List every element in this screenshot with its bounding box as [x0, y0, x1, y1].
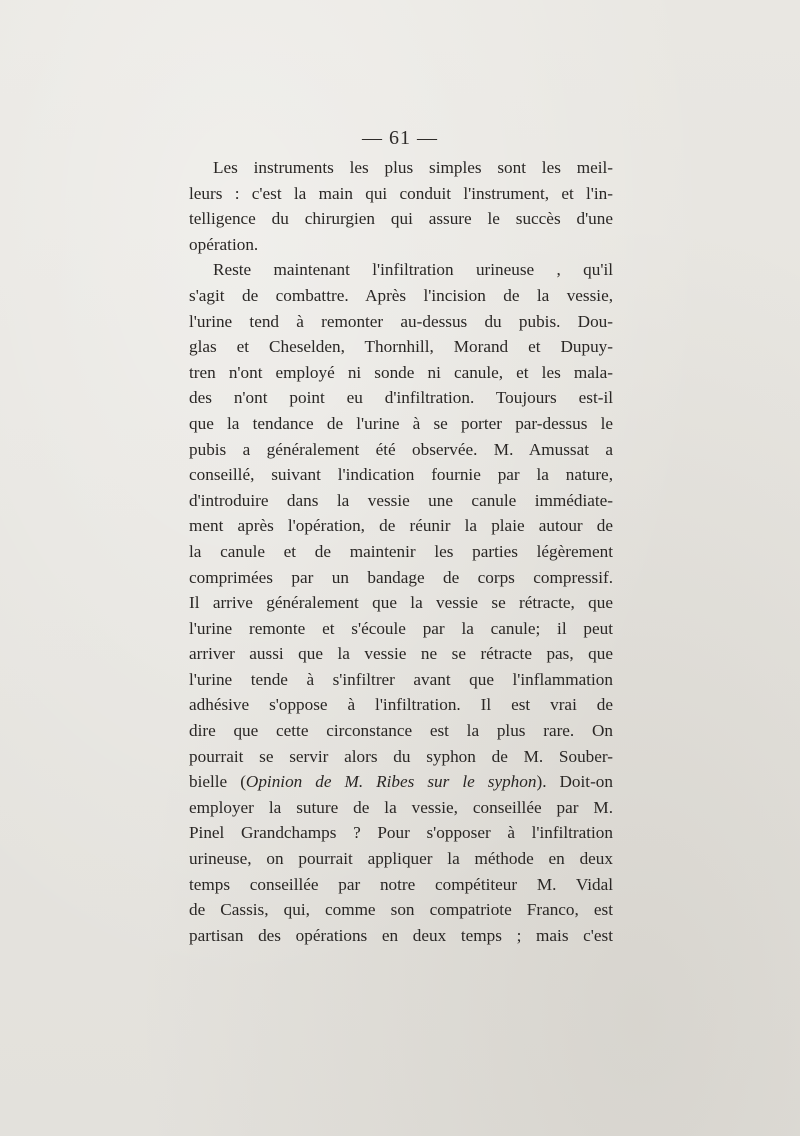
text-line: Les instruments les plus simples sont les meil- [213, 158, 613, 177]
text-line: dire que cette circonstance est la plus rare. On [189, 721, 613, 741]
italic-citation: Opinion de M. Ribes sur le syphon [245, 772, 537, 792]
text-line: la canule et de maintenir les parties légèrement [189, 541, 613, 561]
text-line: s'agit de combattre. Après l'incision de la vessie, [189, 285, 613, 305]
text-line: pubis a généralement été observée. M. Amussat a [189, 439, 613, 459]
text-line: de Cassis, qui, comme son compatriote Franco, est [189, 900, 613, 920]
text-line: des n'ont point eu d'infiltration. Toujours est-il [189, 388, 613, 408]
text-line: Il arrive généralement que la vessie se rétracte, que [189, 593, 613, 613]
text-line: pourrait se servir alors du syphon de M. Souber- [189, 746, 613, 766]
text-line: conseillé, suivant l'indication fournie par la nature, [189, 465, 613, 485]
text-line: opération. [189, 234, 259, 254]
text-line: partisan des opérations en deux temps ; mais c'est [189, 925, 613, 945]
text-line: comprimées par un bandage de corps compressif. [189, 567, 613, 587]
text-line: l'urine tende à s'infiltrer avant que l'inflammation [189, 669, 613, 689]
page-number: — 61 — [362, 127, 438, 149]
text-line: arriver aussi que la vessie ne se rétracte pas, que [189, 644, 613, 664]
text-line [189, 769, 613, 795]
text-line: adhésive s'oppose à l'infiltration. Il est vrai de [189, 695, 613, 715]
text-line: que la tendance de l'urine à se porter par-dessus le [189, 413, 613, 433]
text-line: l'urine remonte et s'écoule par la canule; il peut [189, 618, 613, 638]
text-line: temps conseillée par notre compétiteur M. Vidal [189, 874, 613, 894]
text-line: employer la suture de la vessie, conseillée par M. [189, 797, 613, 817]
text-line: d'introduire dans la vessie une canule immédiate- [189, 490, 613, 510]
text-line: telligence du chirurgien qui assure le succès d'une [189, 209, 613, 229]
text-line: tren n'ont employé ni sonde ni canule, et les mala- [189, 362, 613, 382]
text-line: l'urine tend à remonter au-dessus du pubis. Dou- [189, 311, 613, 331]
text-line: urineuse, on pourrait appliquer la méthode en deux [189, 849, 613, 869]
text-line: leurs : c'est la main qui conduit l'instrument, et l'in- [189, 183, 613, 203]
text-line: Pinel Grandchamps ? Pour s'opposer à l'infiltration [189, 823, 613, 843]
text-segment: ). Doit-on [536, 772, 613, 792]
body-text [189, 155, 613, 948]
text-line: ment après l'opération, de réunir la plaie autour de [189, 516, 613, 536]
text-segment: bielle ( [189, 772, 246, 792]
text-line: glas et Cheselden, Thornhill, Morand et Dupuy- [189, 337, 613, 357]
text-line: Reste maintenant l'infiltration urineuse , qu'il [213, 260, 613, 280]
